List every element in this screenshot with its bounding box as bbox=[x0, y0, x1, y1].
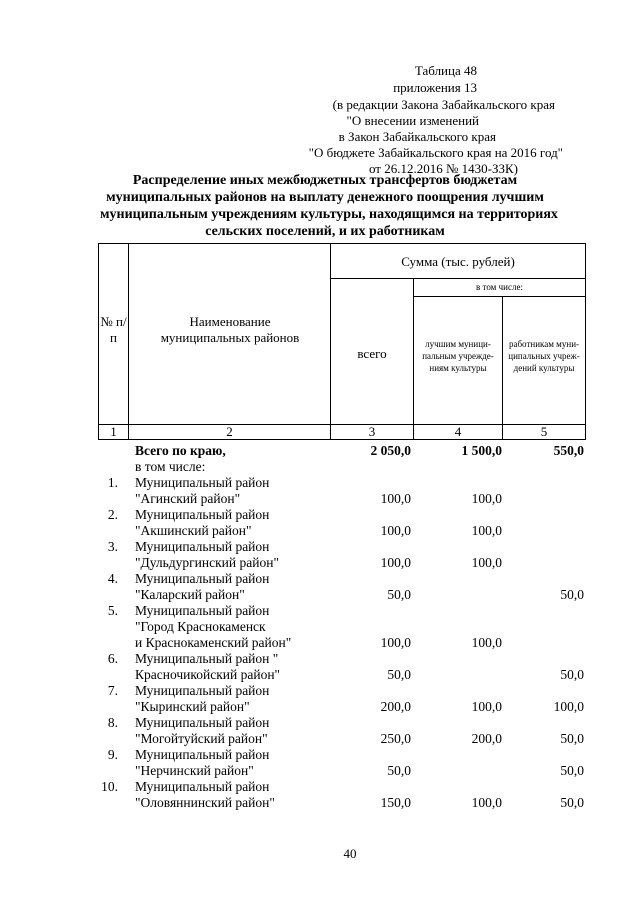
col-num-2: 2 bbox=[226, 424, 233, 439]
col-divider-2 bbox=[330, 243, 331, 440]
row-institutions: 100,0 bbox=[471, 555, 502, 570]
row-name-line-2: "Агинский район" bbox=[135, 491, 241, 506]
row-total: 50,0 bbox=[387, 763, 411, 778]
col-divider-1 bbox=[128, 243, 129, 440]
row-name-line-1: Муниципальный район bbox=[135, 715, 270, 730]
row-number: 1. bbox=[107, 475, 118, 490]
row-name-line-2: "Нерчинский район" bbox=[135, 763, 254, 778]
header-including: в том числе: bbox=[476, 282, 523, 292]
appendix-ref: приложения 13 bbox=[393, 80, 477, 95]
row-number: 5. bbox=[107, 603, 118, 618]
row-name-line-1: Муниципальный район bbox=[135, 603, 270, 618]
header-num: № п/п bbox=[100, 314, 127, 345]
document-title bbox=[100, 172, 558, 240]
row-number: 7. bbox=[107, 683, 118, 698]
row-name-line-1: Муниципальный район bbox=[135, 747, 270, 762]
row-name-line-2: "Каларский район" bbox=[135, 587, 245, 602]
row-total: 100,0 bbox=[380, 523, 411, 538]
row-number: 8. bbox=[107, 715, 118, 730]
row-name-line-2: Красночикойский район" bbox=[135, 667, 281, 682]
totals-workers: 550,0 bbox=[553, 443, 584, 458]
row-institutions: 200,0 bbox=[471, 731, 502, 746]
col-num-1: 1 bbox=[110, 424, 117, 439]
title-line-3: муниципальным учреждениям культуры, находящимся на территориях bbox=[100, 207, 558, 222]
row-name-line-1: Муниципальный район bbox=[135, 571, 270, 586]
row-institutions: 100,0 bbox=[471, 635, 502, 650]
row-institutions: 100,0 bbox=[471, 523, 502, 538]
row-number: 2. bbox=[107, 507, 118, 522]
row-name-line-2: "Акшинский район" bbox=[135, 523, 252, 538]
row-number: 9. bbox=[107, 747, 118, 762]
header-line-6: "О бюджете Забайкальского края на 2016 год" bbox=[308, 145, 563, 160]
row-workers: 50,0 bbox=[560, 667, 584, 682]
row-total: 50,0 bbox=[387, 667, 411, 682]
row-name-line-2: "Город Краснокаменск bbox=[135, 619, 266, 634]
row-name-line-1: Муниципальный район bbox=[135, 683, 270, 698]
row-workers: 50,0 bbox=[560, 587, 584, 602]
row-total: 50,0 bbox=[387, 587, 411, 602]
col-divider-3 bbox=[413, 278, 414, 440]
col-num-4: 4 bbox=[454, 424, 462, 439]
row-name-line-1: Муниципальный район bbox=[135, 539, 270, 554]
row-total: 250,0 bbox=[380, 731, 411, 746]
row-name-line-1: Муниципальный район bbox=[135, 507, 270, 522]
row-name-line-1: Муниципальный район " bbox=[135, 651, 279, 666]
row-workers: 50,0 bbox=[560, 763, 584, 778]
col-num-3: 3 bbox=[368, 424, 376, 439]
row-name-line-1: Муниципальный район bbox=[135, 475, 270, 490]
row-number: 10. bbox=[101, 779, 118, 794]
row-workers: 50,0 bbox=[560, 795, 584, 810]
row-number: 4. bbox=[107, 571, 118, 586]
including-divider bbox=[413, 296, 585, 297]
header-best-institutions: лучшим муници-пальным учрежде-ниям культуры bbox=[422, 339, 494, 373]
header-line-5: в Закон Забайкальского края bbox=[338, 129, 496, 144]
row-name-line-2: "Могойтуйский район" bbox=[135, 731, 268, 746]
row-total: 200,0 bbox=[380, 699, 411, 714]
totals-sublabel: в том числе: bbox=[135, 459, 206, 474]
page-number: 40 bbox=[343, 846, 357, 861]
row-workers: 50,0 bbox=[560, 731, 584, 746]
row-total: 100,0 bbox=[380, 491, 411, 506]
header-sum: Сумма (тыс. рублей) bbox=[401, 254, 515, 269]
row-total: 150,0 bbox=[380, 795, 411, 810]
row-number: 3. bbox=[107, 539, 118, 554]
header-line-4: "О внесении изменений bbox=[346, 113, 479, 128]
header-workers: работникам муни-ципальных учреж-дений культуры bbox=[508, 339, 580, 373]
row-institutions: 100,0 bbox=[471, 491, 502, 506]
col-divider-4 bbox=[502, 296, 503, 440]
row-workers: 100,0 bbox=[553, 699, 584, 714]
table-number: Таблица 48 bbox=[414, 63, 477, 78]
row-name-line-3: и Краснокаменский район" bbox=[135, 635, 292, 650]
col-num-5: 5 bbox=[540, 424, 548, 439]
sum-divider bbox=[330, 278, 585, 279]
row-name-line-2: "Оловяннинский район" bbox=[135, 795, 275, 810]
header-line-3: (в редакции Закона Забайкальского края bbox=[332, 97, 555, 112]
header-name: Наименование муниципальных районов bbox=[160, 314, 300, 345]
header-line-7: от 26.12.2016 № 1430-ЗЗК) bbox=[368, 161, 518, 176]
totals-label: Всего по краю, bbox=[135, 443, 226, 458]
table-border-top bbox=[98, 243, 585, 244]
row-name-line-1: Муниципальный район bbox=[135, 779, 270, 794]
row-institutions: 100,0 bbox=[471, 699, 502, 714]
title-line-2: муниципальных районов на выплату денежного поощрения лучшим bbox=[106, 190, 544, 205]
header-total: всего bbox=[357, 346, 387, 361]
row-name-line-2: "Кыринский район" bbox=[135, 699, 250, 714]
totals-total: 2 050,0 bbox=[370, 443, 411, 458]
row-total: 100,0 bbox=[380, 555, 411, 570]
totals-institutions: 1 500,0 bbox=[461, 443, 502, 458]
table-border-right bbox=[585, 243, 586, 440]
row-institutions: 100,0 bbox=[471, 795, 502, 810]
row-name-line-2: "Дульдургинский район" bbox=[135, 555, 279, 570]
title-line-4: сельских поселений, и их работникам bbox=[205, 224, 445, 239]
title-line-1: Распределение иных межбюджетных трансфертов бюджетам bbox=[132, 173, 518, 188]
row-number: 6. bbox=[107, 651, 118, 666]
row-total: 100,0 bbox=[380, 635, 411, 650]
